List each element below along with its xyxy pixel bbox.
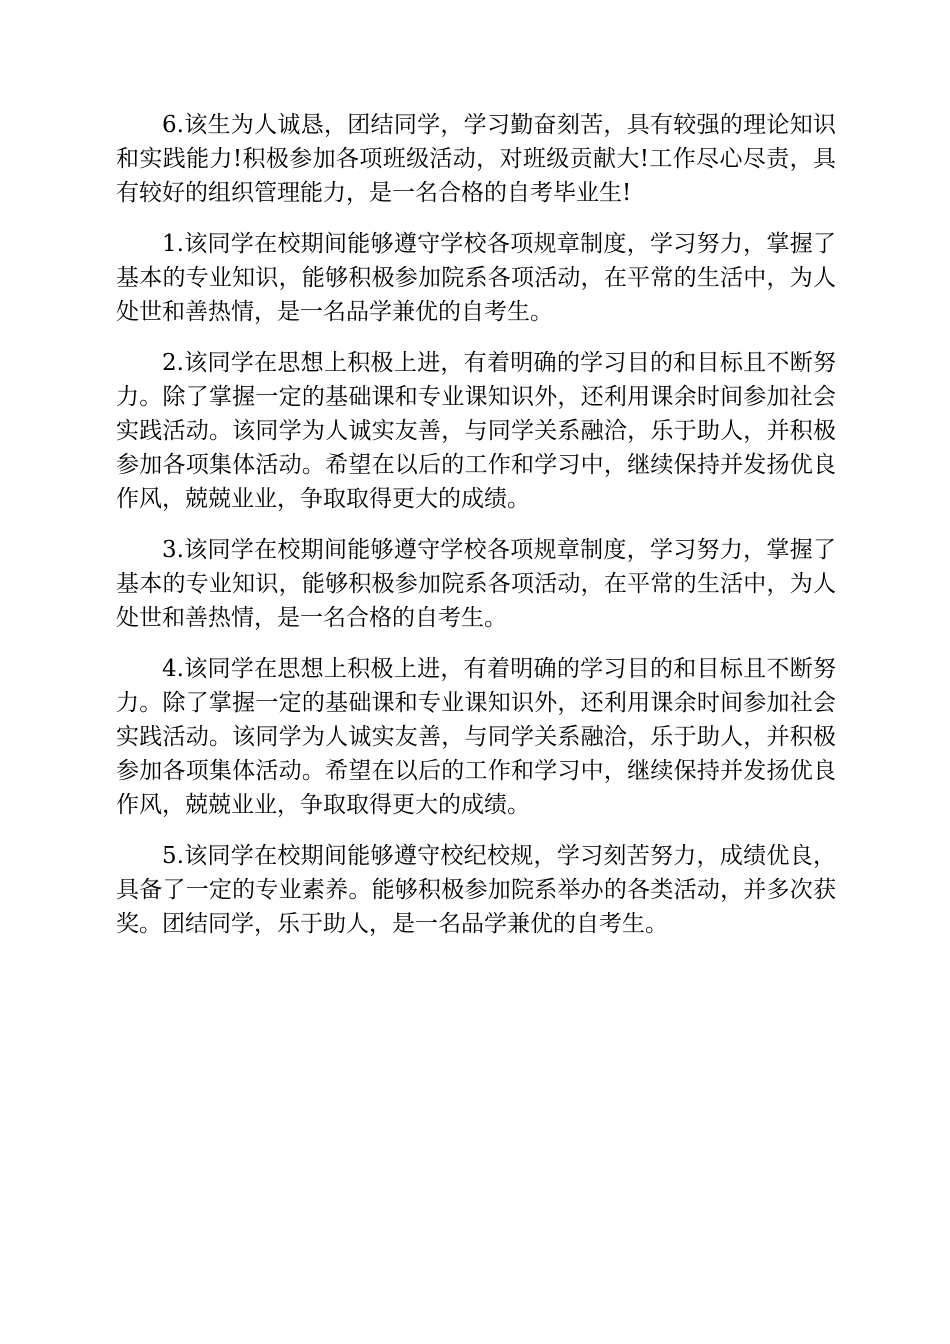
paragraph-6: 6.该生为人诚恳，团结同学，学习勤奋刻苦，具有较强的理论知识和实践能力!积极参加各项班级活动，对班级贡献大!工作尽心尽责，具有较好的组织管理能力，是一名合格的自考毕业生! xyxy=(116,112,836,206)
paragraph-4: 4.该同学在思想上积极上进，有着明确的学习目的和目标且不断努力。除了掌握一定的基础课和专业课知识外，还利用课余时间参加社会实践活动。该同学为人诚实友善，与同学关系融洽，乐于助人，并积极参加各项集体活动。希望在以后的工作和学习中，继续保持并发扬优良作风，兢兢业业，争取取得更大的成绩。 xyxy=(116,656,836,818)
paragraph-2: 2.该同学在思想上积极上进，有着明确的学习目的和目标且不断努力。除了掌握一定的基础课和专业课知识外，还利用课余时间参加社会实践活动。该同学为人诚实友善，与同学关系融洽，乐于助人，并积极参加各项集体活动。希望在以后的工作和学习中，继续保持并发扬优良作风，兢兢业业，争取取得更大的成绩。 xyxy=(116,350,836,512)
document-page xyxy=(116,108,836,958)
paragraph-3: 3.该同学在校期间能够遵守学校各项规章制度，学习努力，掌握了基本的专业知识，能够积极参加院系各项活动，在平常的生活中，为人处世和善热情，是一名合格的自考生。 xyxy=(116,537,836,631)
paragraph-5: 5.该同学在校期间能够遵守校纪校规，学习刻苦努力，成绩优良，具备了一定的专业素养。能够积极参加院系举办的各类活动，并多次获奖。团结同学，乐于助人，是一名品学兼优的自考生。 xyxy=(116,843,836,937)
paragraph-1: 1.该同学在校期间能够遵守学校各项规章制度，学习努力，掌握了基本的专业知识，能够积极参加院系各项活动，在平常的生活中，为人处世和善热情，是一名品学兼优的自考生。 xyxy=(116,231,836,325)
